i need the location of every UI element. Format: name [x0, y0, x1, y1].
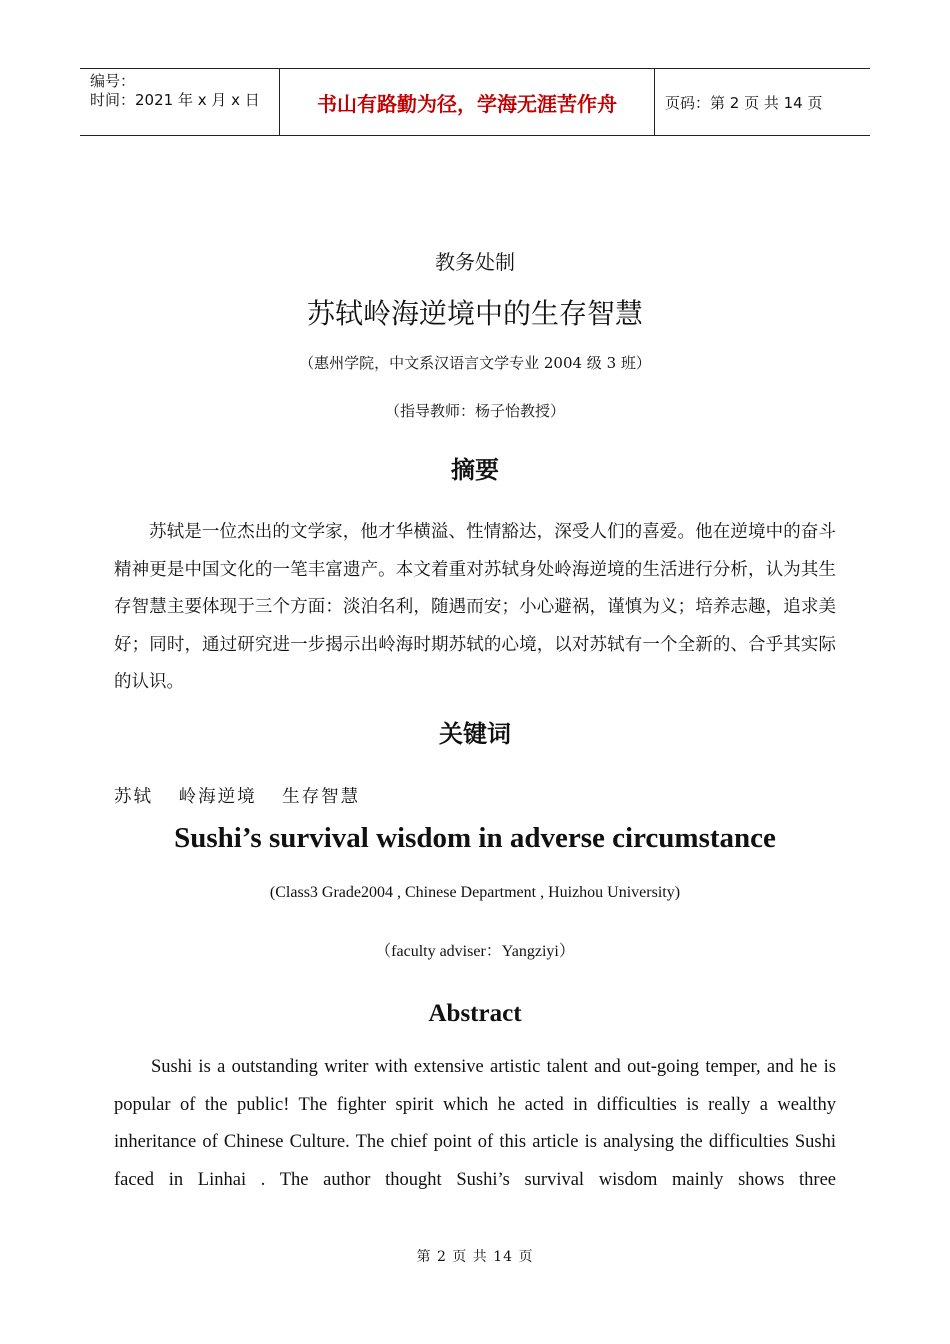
page-footer: 第 2 页 共 14 页: [416, 1249, 534, 1265]
page-title-chinese: 苏轼岭海逆境中的生存智慧: [306, 297, 643, 330]
author-affiliation-chinese: （惠州学院，中文系汉语言文学专业 2004 级 3 班）: [299, 354, 651, 372]
keyword-item: 生存智慧: [282, 787, 361, 807]
abstract-body-english: Sushi is a outstanding writer with extensive artistic talent and out-going temper, and he is popular of the public! The fighter spirit which he acted in difficulties is really a wealthy inheritance of Chinese Culture. The chief point of this article is analysing the difficulties Sushi faced in Linhai . The author thought Sushi’s survival wisdom mainly shows three: [114, 1057, 836, 1190]
advisor-english: （faculty adviser：Yangziyi）: [375, 943, 575, 960]
page-title-english: Sushi’s survival wisdom in adverse circumstance: [174, 822, 776, 854]
header-meta: [80, 69, 280, 135]
abstract-body-chinese: 苏轼是一位杰出的文学家，他才华横溢、性情豁达，深受人们的喜爱。他在逆境中的奋斗精神更是中国文化的一笔丰富遗产。本文着重对苏轼身处岭海逆境的生活进行分析，认为其生存智慧主要体现于三个方面：淡泊名利，随遇而安；小心避祸，谨慎为义；培养志趣，追求美好；同时，通过研究进一步揭示出岭海时期苏轼的心境，以对苏轼有一个全新的、合乎其实际的认识。: [114, 522, 836, 692]
abstract-heading-english: Abstract: [428, 1000, 522, 1027]
keywords-heading: 关键词: [439, 719, 511, 748]
header-page-info: 页码：第 2 页 共 14 页: [665, 93, 823, 112]
department-label: 教务处制: [435, 250, 515, 274]
keyword-item: 苏轼: [114, 787, 153, 807]
document-date: 时间：2021 年 x 月 x 日: [90, 91, 260, 109]
keyword-item: 岭海逆境: [178, 787, 257, 807]
header-motto: 书山有路勤为径，学海无涯苦作舟: [280, 69, 655, 135]
page-header: [80, 68, 870, 136]
document-number-label: 编号：: [90, 72, 136, 90]
author-affiliation-english: (Class3 Grade2004 , Chinese Department , Huizhou University): [269, 884, 681, 901]
abstract-heading-chinese: 摘要: [451, 455, 499, 484]
keywords-list: [114, 783, 378, 808]
advisor-chinese: （指导教师：杨子怡教授）: [384, 402, 565, 420]
